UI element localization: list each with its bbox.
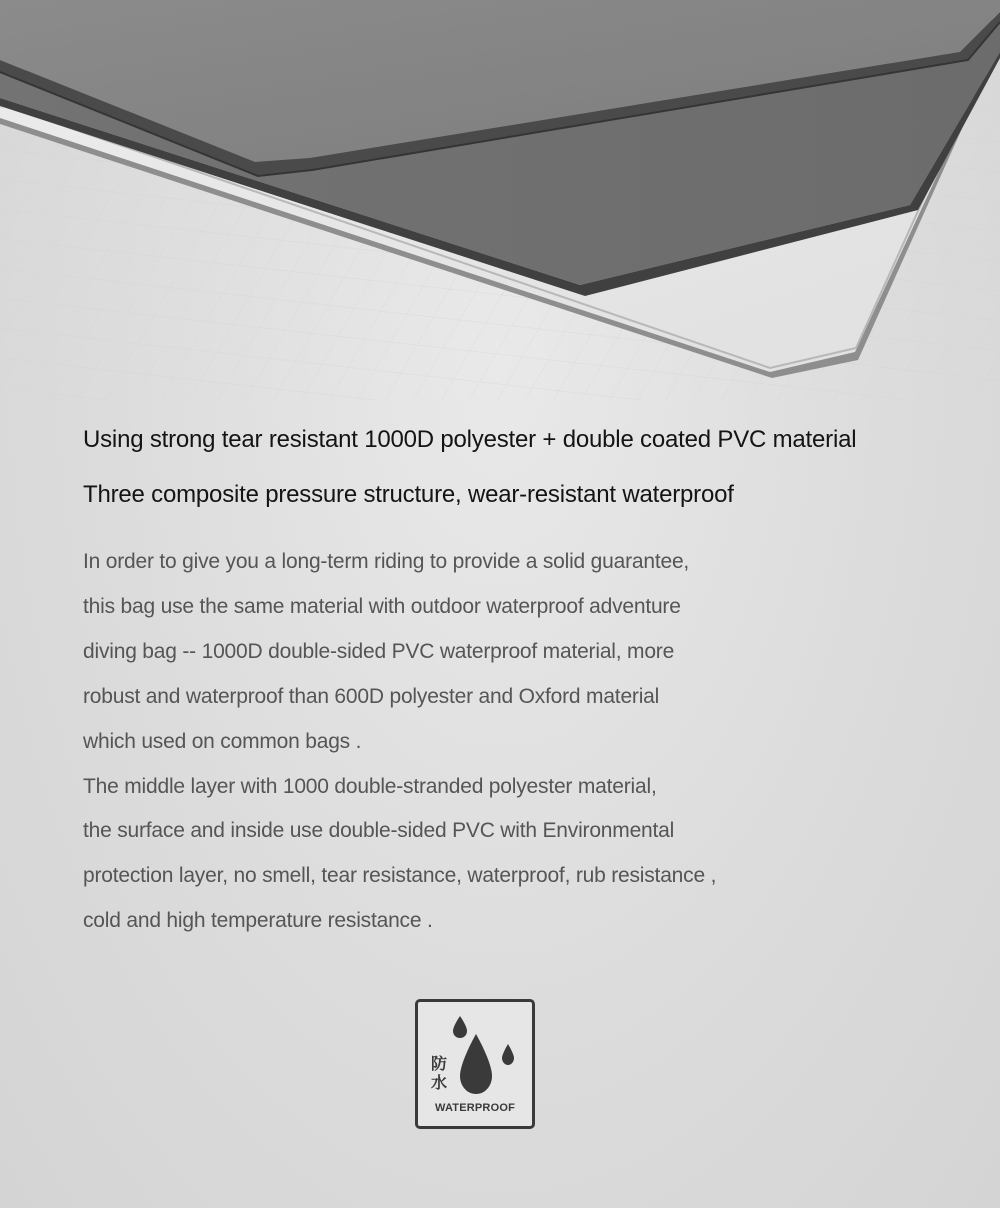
badge-cn-char: 防 (430, 1054, 447, 1073)
waterproof-badge (415, 999, 535, 1129)
description-line: this bag use the same material with outdoor waterproof adventure (83, 594, 681, 618)
description-line: In order to give you a long-term riding to provide a solid guarantee, (83, 550, 690, 573)
headline-structure: Three composite pressure structure, wear-resistant waterproof (83, 481, 734, 508)
description-line: which used on common bags . (83, 729, 362, 753)
description-line: cold and high temperature resistance . (83, 909, 433, 933)
material-layers-image (0, 0, 1000, 400)
headline-material: Using strong tear resistant 1000D polyester + double coated PVC material (83, 426, 857, 453)
description-paragraph (83, 540, 843, 944)
badge-cn-char: 水 (430, 1073, 447, 1092)
description-line: the surface and inside use double-sided PVC with Environmental (83, 819, 675, 843)
badge-label: WATERPROOF (434, 1102, 515, 1114)
description-line: The middle layer with 1000 double-stranded polyester material, (83, 774, 657, 798)
description-line: protection layer, no smell, tear resistance, waterproof, rub resistance , (83, 864, 717, 888)
description-line: robust and waterproof than 600D polyester and Oxford material (83, 684, 660, 708)
description-line: diving bag -- 1000D double-sided PVC waterproof material, more (83, 639, 675, 663)
